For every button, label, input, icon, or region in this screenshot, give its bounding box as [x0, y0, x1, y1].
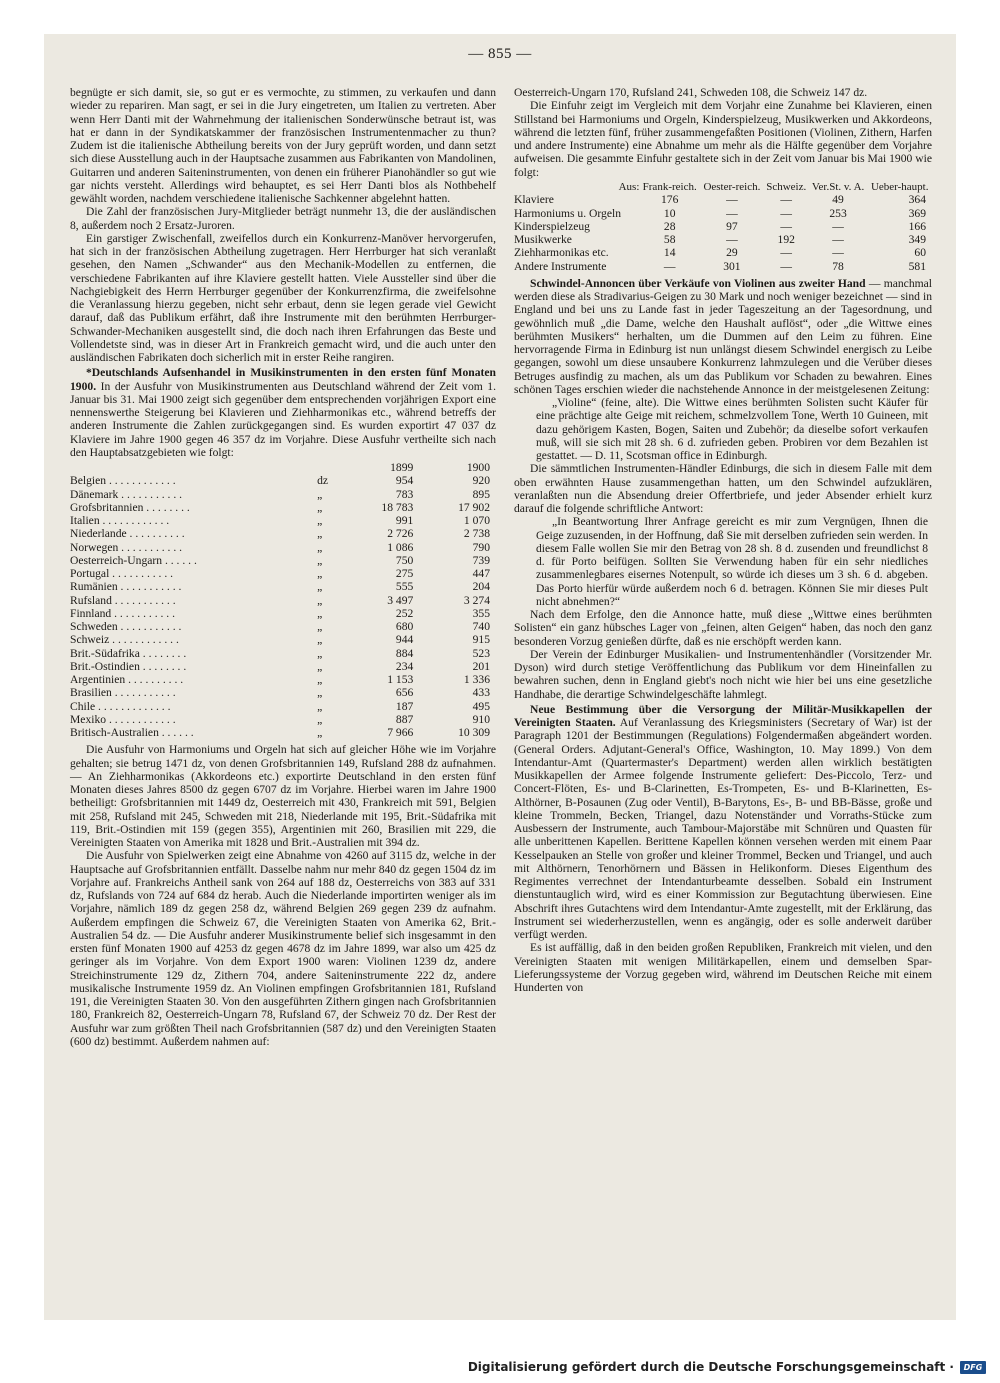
value-cell: 301: [723, 259, 741, 273]
table-row: [70, 660, 496, 673]
column-header: Frank-reich.: [642, 180, 697, 193]
country-cell: Oesterreich-Ungarn . . . . . .: [70, 553, 197, 567]
country-cell: Belgien . . . . . . . . . . . .: [70, 474, 176, 488]
table-row: [70, 726, 496, 739]
paragraph: Der Verein der Edinburger Musikalien- und Instrumentenhändler (Vorsitzender Mr. Dyson) wird durch stetige Veröffentlichung das Publikum vor dem Hineinfallen zu bewahren suchen, denn in England giebt's noch nicht wie hier bei uns eine gesetzliche Handhabe, die derartige Schwindelgeschäfte lahmlegt.: [514, 647, 932, 701]
unit-cell: „: [317, 593, 323, 607]
unit-cell: „: [317, 606, 323, 620]
category-cell: Harmoniums u. Orgeln: [514, 206, 622, 220]
table-row: [70, 686, 496, 699]
value-1900-cell: 920: [472, 474, 490, 488]
paragraph: Nach dem Erfolge, den die Annonce hatte, muß diese „Wittwe eines berühmten Solisten“ ein ganz hübsches Lager von „feinen, alten Geigen“ haben, das noch den ganz besonderen Vorzug genießen dürfte, daß es nie erschöpft werden kann.: [514, 608, 932, 648]
unit-cell: „: [317, 500, 323, 514]
value-cell: —: [832, 233, 844, 246]
table-row: [70, 633, 496, 646]
value-1900-cell: 10 309: [458, 726, 490, 739]
table-row: [70, 567, 496, 580]
value-1899-cell: 3 497: [387, 593, 414, 607]
value-cell: —: [726, 233, 738, 246]
value-1900-cell: 204: [472, 580, 490, 594]
paragraph: Die Einfuhr zeigt im Vergleich mit dem Vorjahr eine Zunahme bei Klavieren, einen Stillstand bei Harmoniums und Orgeln, Kinderspielzeug, Musikwerken und Akkordeons, während die letzten fünf, früher zusammengefaßten Positionen (Violinen, Zithern, Harfen und andere Instrumente) eine Abnahme um mehr als die Hälfte gegenüber dem Vorjahre aufweisen. Die gesammte Einfuhr gestaltete sich in der Zeit vom Januar bis Mai 1900 wie folgt:: [514, 99, 932, 179]
value-cell: —: [726, 206, 738, 220]
value-cell: —: [780, 206, 792, 220]
country-cell: Brit.-Südafrika . . . . . . . .: [70, 646, 187, 660]
unit-cell: „: [317, 487, 323, 501]
table-row: [70, 514, 496, 527]
table-header-row: [514, 181, 932, 194]
digitization-footer: [468, 1360, 986, 1374]
country-cell: Italien . . . . . . . . . . . .: [70, 514, 170, 527]
paragraph: Die Ausfuhr von Spielwerken zeigt eine Abnahme von 4260 auf 3115 dz, welche in der Hauptsache auf Grofsbritannien entfällt. Dasselbe nahm nur mehr 840 dz gegen 1504 dz im Vorjahre auf. Frankreichs Antheil sank von 264 auf 188 dz, Oesterreichs von 383 auf 331 dz, Rufslands von 724 auf 684 dz herab. Auch die Niederlande importirten weniger als im Vorjahre, nämlich 189 dz gegen 258 dz, während Belgien 269 gegen 239 dz aufnahm. Außerdem empfingen die Schweiz 67, die Vereinigten Staaten von Amerika 62, Brit.-Australien 54 dz. — Die Ausfuhr anderer Musikinstrumente belief sich insgesammt in den ersten fünf Monaten 1900 auf 4253 dz gegen 4678 dz im Jahre 1899, war also um 425 dz geringer als im Vorjahre. Von dem Export 1900 waren: Violinen 1239 dz, andere Streichinstrumente 129 dz, Zithern 704, andere Saiteninstrumente 222 dz, andere musikalische Instrumente 1959 dz. An Violinen empfingen Grofsbritannien 181, Rufsland 191, die Vereinigten Staaten 30. Von den ausgeführten Zithern gingen nach Grofsbritannien 180, Frankreich 82, Oesterreich-Ungarn 78, Rufsland 67, der Schweiz 70 dz. Der Rest der Ausfuhr war zum größten Theil nach Grofsbritannien (587 dz) und den Vereinigten Staaten (600 dz) bestimmt. Außerdem nahmen auf:: [70, 849, 496, 1048]
unit-cell: „: [317, 540, 323, 554]
country-cell: Finnland . . . . . . . . . . .: [70, 606, 175, 620]
value-cell: 14: [663, 246, 676, 260]
table-row: [70, 474, 496, 487]
quoted-advertisement: „Violine“ (feine, alte). Die Wittwe eines berühmten Solisten sucht Käufer für eine prächtige alte Geige mit reichem, schmelzvollem Tone, Werth 10 Guineen, mit dazu gehörigem Kasten, Bogen, Saiten und Zubehör; da dieselbe sofort verkaufen muß, will sie sich mit 28 sh. 6 d. zufrieden geben. Probiren vor dem Bezahlen ist gestattet. — D. 11, Scotsman office in Edinburgh.: [536, 396, 928, 462]
left-column: [70, 86, 496, 1048]
table-row: [514, 246, 932, 259]
unit-cell: „: [317, 699, 323, 713]
unit-cell: „: [317, 673, 323, 686]
quoted-letter: „In Beantwortung Ihrer Anfrage gereicht es mir zum Vergnügen, Ihnen die Geige zuzusenden, in der Hoffnung, daß Sie mit derselben zufrieden sein werden. In diesem Falle wollen Sie mir den Betrag von 28 sh. 8 d. zusenden und freundlichst 8 d. für Porto beifügen. Sollten Sie Verwendung haben für ein sehr niedliches zusammenlegbares eisernes Notenpult, so würde ich dieses um 3 sh. 6 d. abgeben. Das Porto hierfür würde außerdem noch 6 d. betragen. Können Sie mir dieses Pult nicht abnehmen?“: [536, 515, 928, 608]
value-1900-cell: 201: [472, 659, 490, 673]
year-header: 1900: [466, 461, 490, 474]
value-1900-cell: 790: [472, 540, 490, 554]
country-cell: Britisch-Australien . . . . . .: [70, 726, 194, 739]
country-cell: Argentinien . . . . . . . . . .: [70, 673, 184, 686]
country-cell: Rumänien . . . . . . . . . . .: [70, 580, 182, 594]
article-heading: Schwindel-Annoncen über Verkäufe von Violinen aus zweiter Hand: [530, 276, 866, 290]
unit-cell: „: [317, 712, 323, 726]
paragraph: Auf Veranlassung des Kriegsministers (Secretary of War) ist der Paragraph 1201 der Bestimmungen (Regulations) Folgendermaßen abgeändert worden. (General Orders. Adjutant-General's Office, Washington, 10. May 1899.) Von dem Intendantur-Amt (Quartermaster's Department) werden allen wirklich bestätigten Musikkapellen der Armee folgende Instrumente geliefert: Des-Piccolo, Terz- und Concert-Flöten, Es- und B-Clarinetten, Es-Trompeten, Es- und B-Klarinetten, Es-Althörner, B-Posaunen (Zug oder Ventil), B-Barytons, Es-, B- und BB-Bässe, große und kleine Trommeln, Becken, Triangel, dazu Notenständer und Vorraths-Stücke zum Ausbessern der Instrumente, auch Tambour-Majorstäbe mit Schnüren und Quasten für alle unberittenen Kapellen. Berittene Kapellen können versehen werden mit einem Paar Kesselpauken an Stelle von großer und kleiner Trommel, Becken und Triangel, und auch mit Althörnern, Tenorhörnern und Bässen in Helikonform. Dieses Eigenthum des Regimentes verrechnet der Intendanturbeamte desselben. Sobald ein Instrument dienstuntauglich wird, wird es einer Kommission zur Begutachtung überwiesen. Eine Abschrift ihres Gutachtens wird dem Intendantur-Amte zugestellt, mit der Erklärung, das Instrument sei wiederherzustellen, wenn es angängig, oder es solle anderweit darüber verfügt werden.: [514, 716, 932, 941]
table-header-row: [70, 461, 496, 474]
table-row: [70, 700, 496, 713]
country-cell: Schweiz . . . . . . . . . . . .: [70, 633, 179, 647]
table-row: [70, 580, 496, 593]
value-1899-cell: 555: [395, 580, 414, 594]
paragraph: Ein garstiger Zwischenfall, zweifellos durch ein Konkurrenz-Manöver hervorgerufen, hat sich in der französischen Abtheilung zugetragen. Herr Herrburger hat sich veranlaßt gesehen, den Namen „Schwander“ aus den Mechanik-Modellen zu entfernen, die verschiedene Fabrikanten auf ihre Klaviere gestellt hatten. Viele Aussteller sind über die Nachgiebigkeit des Herrn Herrburger gegenüber der Konkurrenzfirma, die zweifelsohne die Veranlassung hierzu gegeben, nicht sehr erbaut, denn sie legen gerade viel Gewicht darauf, daß das Publikum erfährt, daß ihre Instrumente mit den berühmten Herrburger-Schwander-Mechaniken ausgestellt sind, die doch nach ihren Erfahrungen das Beste und Vollendetste sind, was in dieser Art in Frankreich gemacht wird, und die auch unter den ausländischen Fabrikaten doch sicherlich mit in erster Reihe rangiren.: [70, 231, 496, 364]
value-cell: 60: [914, 246, 926, 260]
table-row: [514, 193, 932, 206]
country-cell: Brasilien . . . . . . . . . . .: [70, 686, 176, 700]
paragraph: — manchmal werden diese als Stradivarius-Geigen zu 30 Mark und noch weniger bezeichnet — sind in England und bei uns zu Lande fast in jeder Tageszeitung an der Tagesordnung, und gewöhnlich muß „die Dame, welche den Haushalt auflöst“, oder „die Wittwe eines berühmten Musikers“ herhalten, um die Dummen auf den Leim zu führen. Eine hervorragende Firma in Edinburg ist nun unlängst diesem Schwindel energisch zu Leibe gegangen, sowohl um diese unsaubere Konkurrenz lahmzulegen und die Verüber dieses Betruges ausfindig zu machen, als um das Publikum vor Schaden zu bewahren. Eines schönen Tages erschien wieder die nachstehende Annonce in der meistgelesenen Zeitung:: [514, 276, 932, 396]
table-row: [70, 620, 496, 633]
value-cell: 253: [829, 206, 847, 220]
value-1899-cell: 656: [395, 686, 414, 700]
value-1900-cell: 2 738: [463, 527, 490, 541]
category-cell: Ziehharmonikas etc.: [514, 246, 609, 260]
value-cell: 28: [663, 219, 676, 233]
value-cell: 369: [908, 206, 926, 220]
value-cell: —: [832, 219, 844, 233]
country-cell: Norwegen . . . . . . . . . . .: [70, 540, 183, 554]
country-cell: Niederlande . . . . . . . . . .: [70, 527, 185, 541]
country-cell: Chile . . . . . . . . . . . . .: [70, 699, 171, 713]
article-section: [70, 366, 496, 459]
value-1900-cell: 495: [472, 699, 490, 713]
table-row: [70, 554, 496, 567]
unit-cell: „: [317, 646, 323, 660]
paragraph: Die Zahl der französischen Jury-Mitglieder beträgt nunmehr 13, die der ausländischen 8, außerdem noch 2 Ersatz-Juroren.: [70, 205, 496, 232]
value-1899-cell: 1 086: [387, 540, 414, 554]
value-1900-cell: 740: [472, 620, 490, 633]
category-cell: Kinderspielzeug: [514, 219, 590, 233]
article-heading: *Deutschlands Aufsenhandel in Musikinstrumenten in den ersten fünf Monaten 1900.: [70, 366, 496, 393]
value-cell: 97: [726, 219, 738, 233]
value-1900-cell: 1 336: [463, 673, 490, 686]
paragraph: Es ist auffällig, daß in den beiden großen Republiken, Frankreich mit vielen, und den Vereinigten Staaten mit wenigen Militärkapellen, einem und demselben Spar-Lieferungssysteme der Vorzug gegeben wird, während im Deutschen Reiche mit einem Hunderten von: [514, 941, 932, 994]
value-cell: —: [780, 259, 792, 273]
import-table: [514, 181, 932, 273]
country-cell: Grofsbritannien . . . . . . . .: [70, 500, 190, 514]
article-section: [514, 703, 932, 942]
unit-cell: dz: [317, 474, 329, 488]
right-column: [514, 86, 932, 994]
country-cell: Dänemark . . . . . . . . . . .: [70, 487, 183, 501]
table-row: [514, 220, 932, 233]
value-1899-cell: 944: [395, 633, 414, 647]
column-header: Aus:: [618, 180, 640, 193]
value-1900-cell: 523: [472, 646, 490, 660]
paragraph: Die Ausfuhr von Harmoniums und Orgeln hat sich auf gleicher Höhe wie im Vorjahre gehalten; sie betrug 1471 dz, von denen Grofsbritannien 149, Rufsland 288 dz aufnahmen. — An Ziehharmonikas (Akkordeons etc.) exportirte Deutschland in den ersten fünf Monaten dieses Jahres 8500 dz gegen 6707 dz im Vorjahre. Hierbei waren im Jahre 1900 betheiligt: Grofsbritannien mit 1449 dz, Oesterreich mit 430, Frankreich mit 591, Belgien mit 258, Rufsland mit 245, Schweden mit 218, Niederlande mit 195, Brit.-Südafrika mit 119, Brit.-Ostindien mit 159 (gegen 355), Argentinien mit 260, Brasilien mit 229, die Vereinigten Staaten von Amerika mit 1828 und Brit.-Australien mit 394 dz.: [70, 743, 496, 849]
table-row: [70, 673, 496, 686]
paragraph: Oesterreich-Ungarn 170, Rufsland 241, Schweden 108, die Schweiz 147 dz.: [514, 86, 868, 99]
category-cell: Musikwerke: [514, 233, 572, 246]
table-row: [70, 488, 496, 501]
table-row: [70, 594, 496, 607]
value-1899-cell: 991: [395, 514, 414, 527]
paragraph: In der Ausfuhr von Musikinstrumenten aus Deutschland während der Zeit vom 1. Januar bis 31. Mai 1900 zeigt sich gegenüber dem entsprechenden vorjährigen Export eine nennenswerthe Steigerung bei Klavieren und Ziehharmonikas etc., während betreffs der anderen Instrumente die Zahlen zurückgegangen sind. Es wurden exportirt 47 037 dz Klaviere im Jahre 1900 gegen 46 357 dz im Vorjahre. Diese Ausfuhr vertheilte sich nach den Hauptabsatzgebieten wie folgt:: [70, 379, 496, 459]
value-cell: —: [780, 246, 792, 260]
value-1900-cell: 895: [472, 487, 490, 501]
value-1899-cell: 7 966: [387, 726, 414, 739]
category-cell: Andere Instrumente: [514, 259, 607, 273]
value-cell: 29: [726, 246, 738, 260]
country-cell: Rufsland . . . . . . . . . . .: [70, 593, 176, 607]
country-cell: Portugal . . . . . . . . . . .: [70, 567, 174, 580]
column-header: Schweiz.: [766, 180, 807, 193]
footer-text: Digitalisierung gefördert durch die Deutsche Forschungsgemeinschaft ·: [467, 1360, 954, 1374]
value-1900-cell: 910: [472, 712, 490, 726]
category-cell: Klaviere: [514, 193, 554, 207]
table-row: [70, 501, 496, 514]
value-cell: 349: [908, 233, 926, 246]
unit-cell: „: [317, 620, 323, 633]
year-header: 1899: [390, 461, 414, 474]
value-cell: 166: [908, 219, 926, 233]
page-number: — 855 —: [468, 46, 532, 62]
column-header: Ver.St. v. A.: [811, 180, 865, 193]
export-table: [70, 461, 496, 739]
value-cell: 581: [908, 259, 926, 273]
value-1899-cell: 954: [395, 474, 414, 488]
dfg-logo: DFG: [960, 1361, 986, 1374]
paragraph: Die sämmtlichen Instrumenten-Händler Edinburgs, die sich in diesem Falle mit dem oben erwähnten Hause zusammengethan hatten, um den Schwindel aufzuklären, veranlaßten nun die Absendung dreier Offertbriefe, und jeder Absender erhielt kurz darauf die folgende schriftliche Antwort:: [514, 462, 932, 515]
value-cell: 364: [908, 193, 926, 207]
table-row: [70, 647, 496, 660]
value-1899-cell: 1 153: [387, 673, 414, 686]
country-cell: Schweden . . . . . . . . . . .: [70, 620, 182, 633]
unit-cell: „: [317, 567, 323, 580]
value-cell: 49: [832, 193, 844, 207]
value-cell: —: [726, 193, 738, 207]
value-1899-cell: 680: [395, 620, 414, 633]
article-heading: Neue Bestimmung über die Versorgung der Militär-Musikkapellen der Vereinigten Staaten.: [514, 702, 932, 729]
value-cell: —: [832, 246, 844, 260]
value-1899-cell: 252: [395, 606, 414, 620]
unit-cell: „: [317, 527, 323, 541]
value-1899-cell: 275: [395, 567, 414, 580]
value-1899-cell: 18 783: [381, 500, 414, 514]
value-1899-cell: 234: [395, 659, 414, 673]
column-header: Oester-reich.: [703, 180, 761, 193]
value-cell: —: [663, 259, 676, 273]
value-1899-cell: 750: [395, 553, 414, 567]
value-1899-cell: 783: [395, 487, 414, 501]
value-1900-cell: 3 274: [463, 593, 490, 607]
value-1899-cell: 887: [395, 712, 414, 726]
unit-cell: „: [317, 580, 323, 594]
value-1900-cell: 739: [472, 553, 490, 567]
value-1899-cell: 2 726: [387, 527, 414, 541]
unit-cell: „: [317, 659, 323, 673]
value-1900-cell: 447: [472, 567, 490, 580]
unit-cell: „: [317, 686, 323, 700]
column-header: Ueber-haupt.: [870, 180, 929, 193]
unit-cell: „: [317, 633, 323, 647]
value-1899-cell: 187: [395, 699, 414, 713]
value-cell: 58: [663, 233, 676, 246]
value-cell: 192: [777, 233, 795, 246]
value-cell: 10: [663, 206, 676, 220]
table-row: [70, 541, 496, 554]
table-row: [70, 713, 496, 726]
value-1900-cell: 433: [472, 686, 490, 700]
paragraph: begnügte er sich damit, sie, so gut er es vermochte, zu stimmen, zu verkaufen und dann wieder zu repariren. Man sagt, er sei in die Jury eingetreten, um Italien zu vertreten. Aber wenn Herr Danti mit der Wahrnehmung der italienischen Sonderwünsche betraut ist, was hat er dann in der Syndikatskammer der französischen Instrumentenmacher zu thun? Zudem ist die italienische Abtheilung bereits von der Jury geprüft worden, und dann setzt sich diese Ausstellung auch in der Hauptsache zusammen aus Fabrikanten von Mandolinen, Guitarren und anderen Saiteninstrumenten, von denen ein früherer Pianohändler so gut wie gar nichts versteht. Allerdings wird behauptet, es sei Herr Danti blos als Nothbehelf gewählt worden, nachdem verschiedene italienische Sachkenner abgelehnt hatten.: [70, 86, 496, 205]
value-cell: —: [780, 193, 792, 207]
value-1900-cell: 355: [472, 606, 490, 620]
unit-cell: „: [317, 553, 323, 567]
table-row: [514, 207, 932, 220]
table-row: [70, 527, 496, 540]
value-1900-cell: 1 070: [463, 514, 490, 527]
table-row: [70, 607, 496, 620]
article-section: [514, 277, 932, 396]
scanned-page: [44, 34, 956, 1320]
value-cell: 176: [661, 193, 679, 207]
country-cell: Mexiko . . . . . . . . . . . .: [70, 712, 176, 726]
unit-cell: „: [317, 726, 323, 739]
value-1899-cell: 884: [395, 646, 414, 660]
value-cell: —: [780, 219, 792, 233]
value-1900-cell: 17 902: [458, 500, 490, 514]
value-cell: 78: [832, 259, 844, 273]
table-row: [514, 233, 932, 246]
country-cell: Brit.-Ostindien . . . . . . . .: [70, 659, 187, 673]
table-row: [514, 260, 932, 273]
value-1900-cell: 915: [472, 633, 490, 647]
unit-cell: „: [317, 514, 323, 527]
